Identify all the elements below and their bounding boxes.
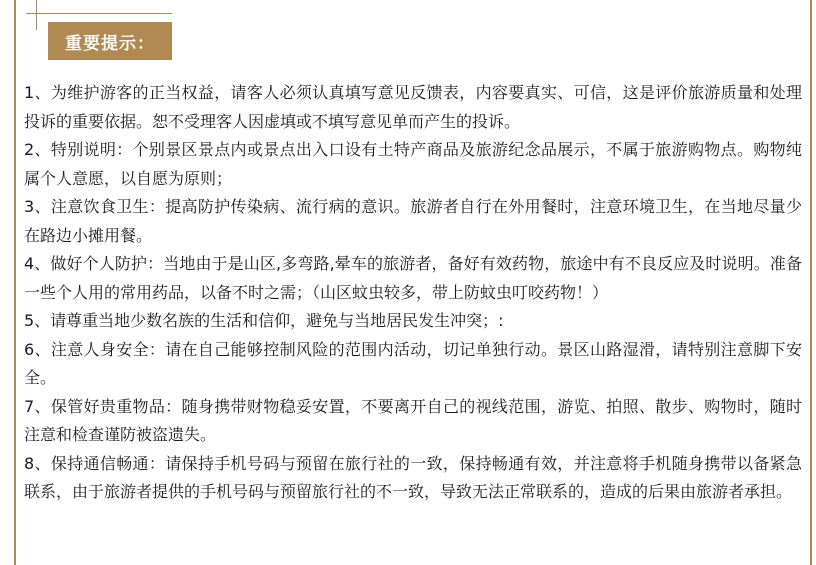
notice-item-8: 8、保持通信畅通：请保持手机号码与预留在旅行社的一致，保持畅通有效，并注意将手机随身携带以备紧急联系，由于旅游者提供的手机号码与预留旅行社的不一致，导致无法正常联系的，造成的后果由旅游者承担。 bbox=[24, 453, 802, 501]
notice-item-7: 7、保管好贵重物品：随身携带财物稳妥安置，不要离开自己的视线范围，游览、拍照、散步、购物时，随时注意和检查谨防被盗遗失。 bbox=[24, 396, 802, 444]
notice-item-3: 3、注意饮食卫生：提高防护传染病、流行病的意识。旅游者自行在外用餐时，注意环境卫生，在当地尽量少在路边小摊用餐。 bbox=[24, 197, 802, 245]
section-title-badge bbox=[48, 22, 172, 60]
notice-item-6: 6、注意人身安全：请在自己能够控制风险的范围内活动，切记单独行动。景区山路湿滑，请特别注意脚下安全。 bbox=[24, 339, 802, 387]
decorative-horizontal-line bbox=[26, 13, 172, 14]
notice-item-4: 4、做好个人防护：当地由于是山区,多弯路,晕车的旅游者，备好有效药物，旅途中有不良反应及时说明。准备一些个人用的常用药品，以备不时之需；（山区蚊虫较多，带上防蚊虫叮咬药物！） bbox=[24, 254, 802, 302]
notice-item-5: 5、请尊重当地少数名族的生活和信仰，避免与当地居民发生冲突；: bbox=[24, 311, 504, 330]
section-title: 重要提示： bbox=[65, 33, 155, 54]
notice-item-2: 2、特别说明：个别景区景点内或景点出入口设有土特产商品及旅游纪念品展示，不属于旅游购物点。购物纯属个人意愿，以自愿为原则； bbox=[24, 140, 802, 188]
notice-list bbox=[24, 79, 802, 507]
notice-item-1: 1、为维护游客的正当权益，请客人必须认真填写意见反馈表，内容要真实、可信，这是评价旅游质量和处理投诉的重要依据。恕不受理客人因虚填或不填写意见单而产生的投诉。 bbox=[24, 83, 802, 131]
decorative-vertical-line bbox=[36, 0, 37, 30]
